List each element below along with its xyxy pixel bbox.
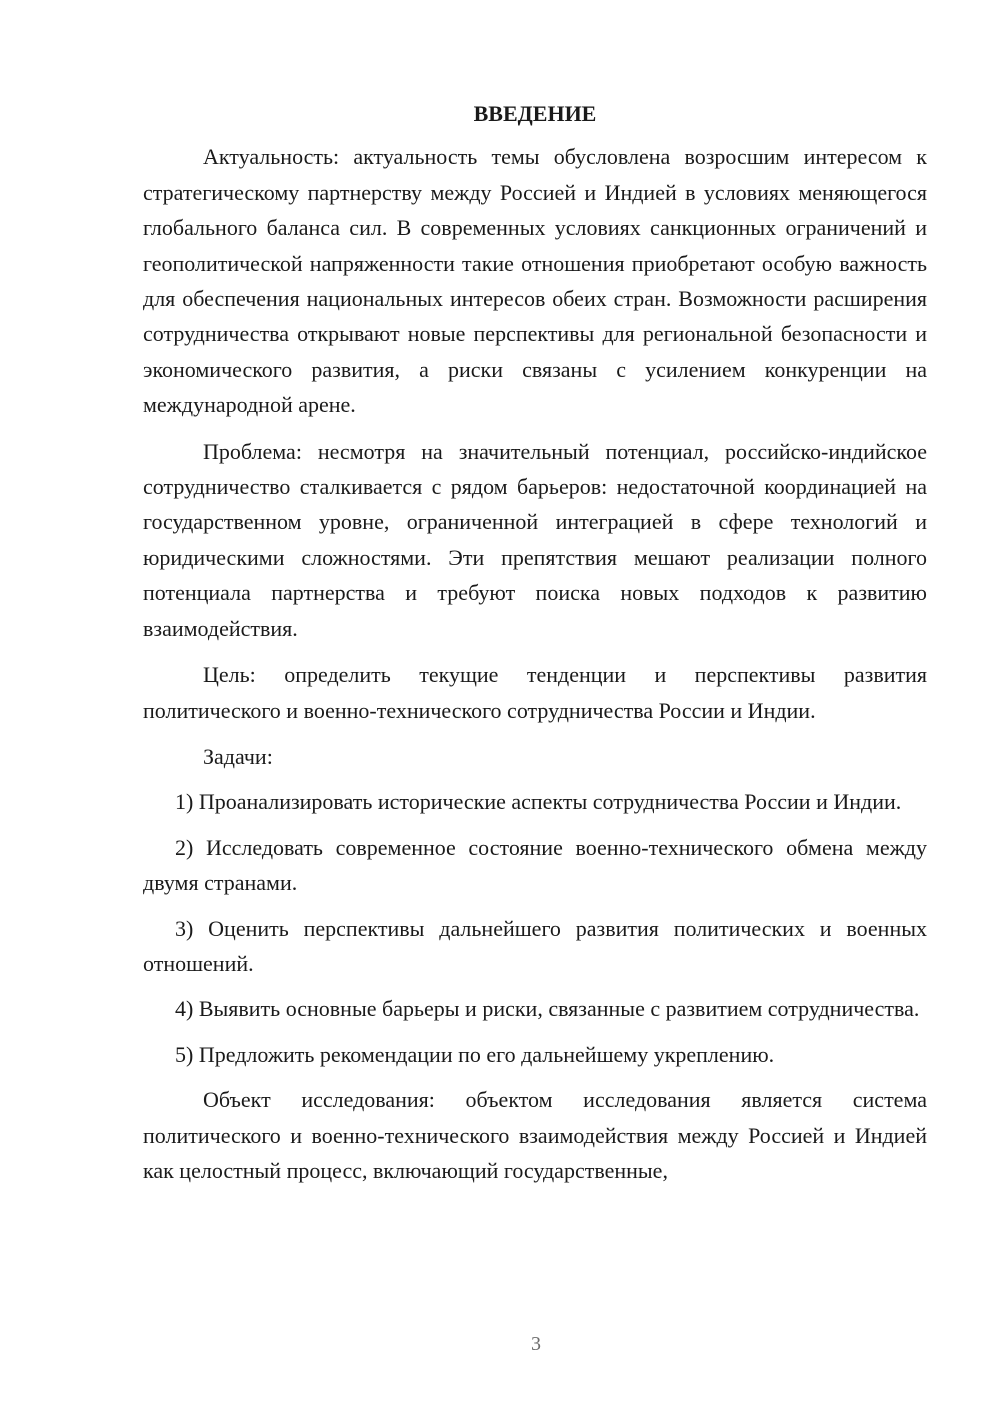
task-item: 1) Проанализировать исторические аспекты сотрудничества России и Индии. (175, 789, 902, 815)
page-content (143, 96, 927, 1199)
task-item: 2) Исследовать современное состояние военно-технического обмена между двумя странами. (143, 834, 927, 896)
tasks-heading: Задачи: (203, 743, 273, 769)
page-number: 3 (531, 1333, 541, 1355)
page-title: ВВЕДЕНИЕ (473, 101, 597, 126)
task-item: 3) Оценить перспективы дальнейшего развития политических и военных отношений. (143, 915, 927, 976)
task-item: 5) Предложить рекомендации по его дальнейшему укреплению. (175, 1041, 775, 1067)
paragraph-goal: Цель: определить текущие тенденции и перспективы развития политического и военно-технического сотрудничества России и Индии. (143, 662, 927, 723)
paragraph-object: Объект исследования: объектом исследования является система политического и военно-технического взаимодействия между Россией и Индией как целостный процесс, включающий государственные, (143, 1087, 927, 1183)
task-item: 4) Выявить основные барьеры и риски, связанные с развитием сотрудничества. (175, 996, 920, 1022)
tasks-list (143, 784, 927, 1072)
paragraph-relevance: Актуальность: актуальность темы обусловлена возросшим интересом к стратегическому партнерству между Россией и Индией в условиях меняющегося глобального баланса сил. В современных условиях санкционных ограничений и геополитической напряженности такие отношения приобретают особую важность для обеспечения национальных интересов обеих стран. Возможности расширения сотрудничества открывают новые перспективы для региональной безопасности и экономического развития, а риски связаны с усилением конкуренции на международной арене. (143, 144, 927, 418)
paragraph-problem: Проблема: несмотря на значительный потенциал, российско-индийское сотрудничество сталкивается с рядом барьеров: недостаточной координацией на государственном уровне, ограниченной интеграцией в сфере технологий и юридическими сложностями. Эти препятствия мешают реализации полного потенциала партнерства и требуют поиска новых подходов к развитию взаимодействия. (143, 438, 927, 641)
